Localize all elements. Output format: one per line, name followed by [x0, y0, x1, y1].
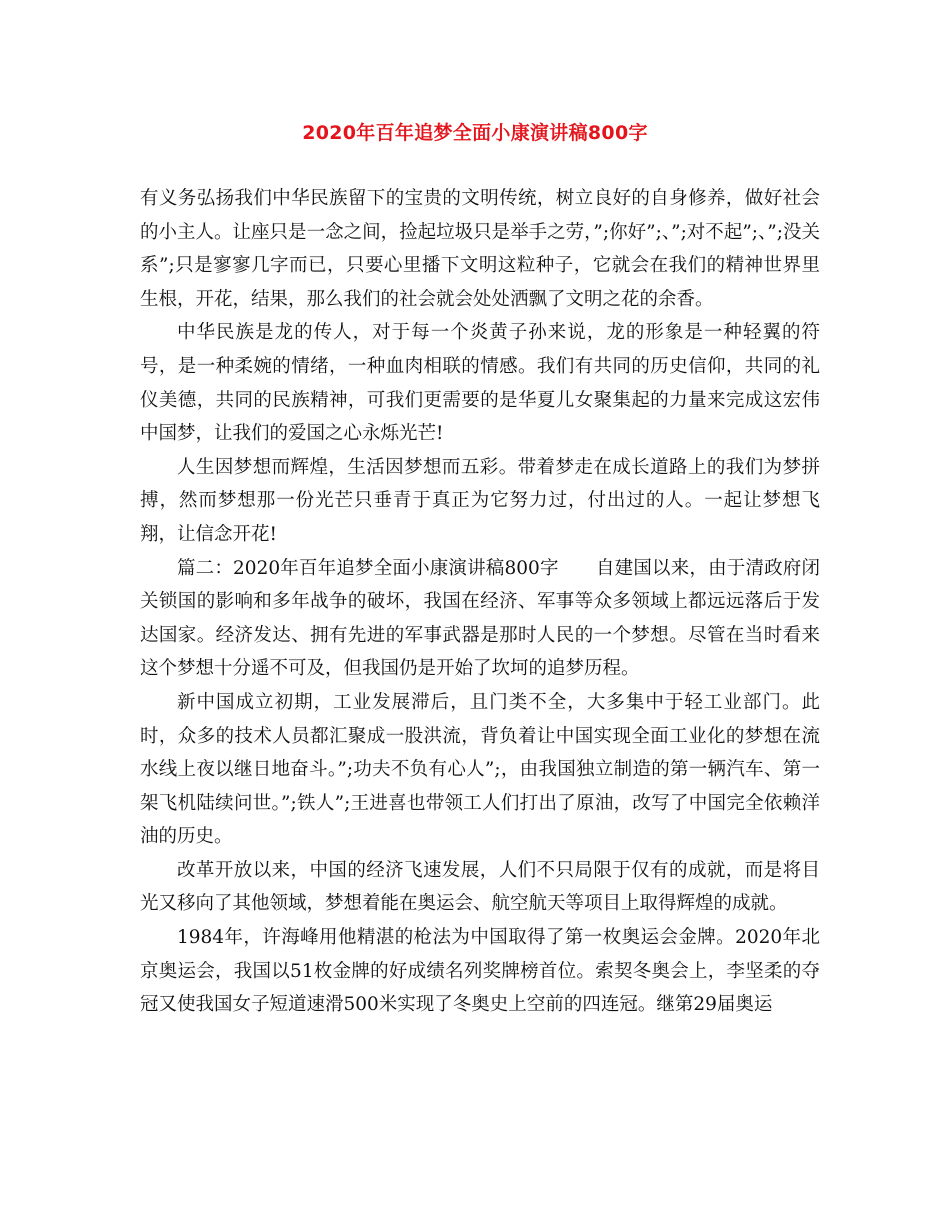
paragraph: 新中国成立初期，工业发展滞后，且门类不全，大多集中于轻工业部门。此时，众多的技术人员都汇聚成一股洪流，背负着让中国实现全面工业化的梦想在流水线上夜以继日地奋斗。”;功夫不负有心人”;，由我国独立制造的第一辆汽车、第一架飞机陆续问世。”;铁人”;王进喜也带领工人们打出了原油，改写了中国完全依赖洋油的历史。 — [140, 691, 820, 848]
paragraph: 人生因梦想而辉煌，生活因梦想而五彩。带着梦走在成长道路上的我们为梦拼搏，然而梦想那一份光芒只垂青于真正为它努力过，付出过的人。一起让梦想飞翔，让信念开花! — [140, 456, 820, 545]
document-body — [140, 182, 820, 1022]
paragraph: 有义务弘扬我们中华民族留下的宝贵的文明传统，树立良好的自身修养，做好社会的小主人。让座只是一念之间，捡起垃圾只是举手之劳，”;你好”;、”;对不起”;、”;没关系”;只是寥寥几字而已，只要心里播下文明这粒种子，它就会在我们的精神世界里生根，开花，结果，那么我们的社会就会处处洒飘了文明之花的余香。 — [140, 188, 820, 310]
paragraph: 1984年，许海峰用他精湛的枪法为中国取得了第一枚奥运会金牌。2020年北京奥运会，我国以51枚金牌的好成绩名列奖牌榜首位。索契冬奥会上，李坚柔的夺冠又使我国女子短道速滑500米实现了冬奥史上空前的四连冠。继第29届奥运 — [140, 927, 820, 1016]
paragraph: 中华民族是龙的传人，对于每一个炎黄子孙来说，龙的形象是一种轻翼的符号，是一种柔婉的情绪，一种血肉相联的情感。我们有共同的历史信仰，共同的礼仪美德，共同的民族精神，可我们更需要的是华夏儿女聚集起的力量来完成这宏伟中国梦，让我们的爱国之心永烁光芒! — [140, 322, 820, 445]
paragraph: 改革开放以来，中国的经济飞速发展，人们不只局限于仅有的成就，而是将目光又移向了其他领域，梦想着能在奥运会、航空航天等项目上取得辉煌的成就。 — [140, 859, 820, 915]
document-title: 2020年百年追梦全面小康演讲稿800字 — [302, 122, 648, 144]
paragraph: 篇二：2020年百年追梦全面小康演讲稿800字 自建国以来，由于清政府闭关锁国的影响和多年战争的破坏，我国在经济、军事等众多领域上都远远落后于发达国家。经济发达、拥有先进的军事武器是那时人民的一个梦想。尽管在当时看来这个梦想十分遥不可及，但我国仍是开始了坎坷的追梦历程。 — [140, 557, 820, 680]
